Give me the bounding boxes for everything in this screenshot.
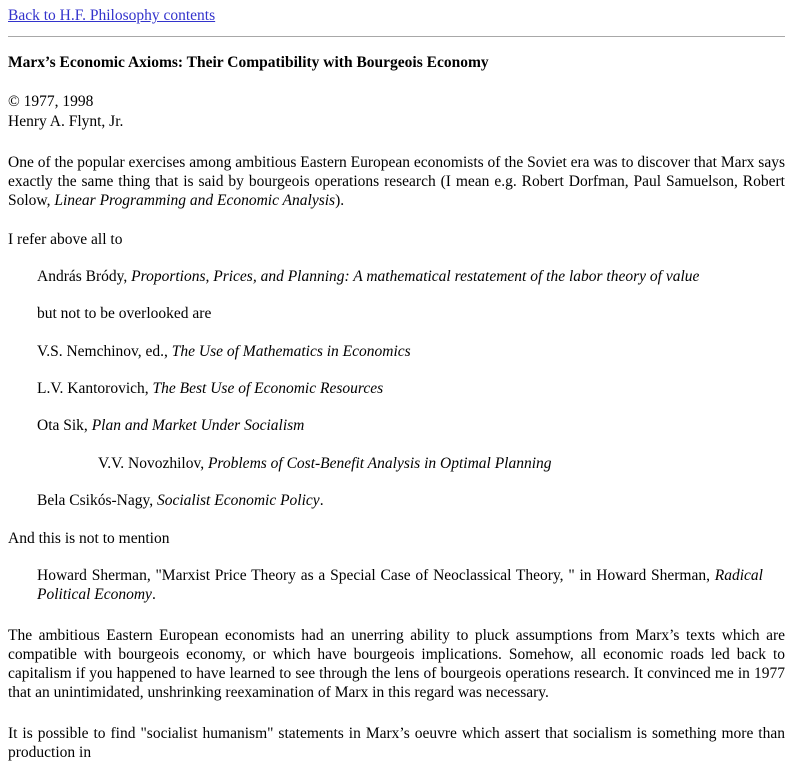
bibliography-entry-sik bbox=[8, 417, 785, 435]
bibliography-entry-csikos-nagy bbox=[8, 492, 785, 510]
entry-author-novozhilov: V.V. Novozhilov, bbox=[98, 454, 208, 472]
lead-not-to-mention: And this is not to mention bbox=[8, 530, 170, 548]
entry-title-novozhilov: Problems of Cost-Benefit Analysis in Optimal Planning bbox=[207, 454, 552, 472]
paragraph-socialist-humanism: It is possible to find "socialist humanism" statements in Marx’s oeuvre which assert that socialism is something more than production in bbox=[8, 724, 785, 761]
entry-author-kantorovich: L.V. Kantorovich, bbox=[37, 380, 153, 397]
book-title-linear-programming: Linear Programming and Economic Analysis bbox=[54, 191, 336, 209]
back-to-contents-link[interactable]: Back to H.F. Philosophy contents bbox=[8, 7, 216, 24]
bibliography-entry-nemchinov bbox=[8, 343, 785, 361]
bibliography-entry-novozhilov bbox=[8, 455, 785, 473]
entry-author-csikos-nagy: Bela Csikós-Nagy, bbox=[37, 491, 157, 509]
copyright-line: © 1977, 1998 bbox=[8, 92, 94, 110]
paragraph-opening-text-1: One of the popular exercises among ambitious Eastern European economists of the Soviet era was to discover that Marx says exactly the same thing that is said by bourgeois operations research (I mean e.g. Robert Dorfman, Paul Samuelson, Robert Solow, bbox=[8, 154, 785, 209]
author-line: Henry A. Flynt, Jr. bbox=[8, 113, 124, 131]
page-title: Marx’s Economic Axioms: Their Compatibility with Bourgeois Economy bbox=[8, 54, 489, 72]
bibliography-entry-brody bbox=[8, 268, 785, 286]
entry-author-nemchinov: V.S. Nemchinov, ed., bbox=[37, 342, 172, 360]
entry-title-csikos-nagy: Socialist Economic Policy bbox=[156, 491, 320, 509]
entry-author-sik: Ota Sik, bbox=[37, 417, 92, 435]
header-divider bbox=[8, 36, 785, 37]
lead-not-overlooked: but not to be overlooked are bbox=[37, 305, 212, 323]
entry-period-csikos-nagy: . bbox=[319, 491, 324, 509]
paragraph-opening bbox=[8, 154, 785, 211]
byline-block bbox=[8, 92, 785, 132]
entry-author-brody: András Bródy, bbox=[37, 268, 132, 286]
entry-title-sik: Plan and Market Under Socialism bbox=[91, 417, 305, 435]
entry-title-nemchinov: The Use of Mathematics in Economics bbox=[171, 342, 411, 360]
entry-author-sherman: Howard Sherman, "Marxist Price Theory as a Special Case of Neoclassical Theory, " in Howard Sherman, bbox=[37, 567, 715, 585]
entry-title-brody: Proportions, Prices, and Planning: A mathematical restatement of the labor theory of value bbox=[131, 268, 700, 286]
entry-title-sherman: Radical Political Economy bbox=[37, 567, 763, 604]
entry-period-sherman: . bbox=[151, 586, 156, 604]
entry-title-kantorovich: The Best Use of Economic Resources bbox=[152, 380, 384, 397]
bibliography-entry-kantorovich bbox=[8, 380, 785, 398]
lead-refer-above: I refer above all to bbox=[8, 230, 123, 248]
paragraph-ambitious-economists: The ambitious Eastern European economists had an unerring ability to pluck assumptions from Marx’s texts which are compatible with bourgeois economy, or which have bourgeois implications. Somehow, all economic roads led back to capitalism if you happened to have learned to see through the lens of bourgeois operations research. It convinced me in 1977 that an unintimidated, unshrinking reexamination of Marx in this regard was necessary. bbox=[8, 627, 785, 701]
paragraph-opening-text-2: ). bbox=[335, 191, 345, 209]
